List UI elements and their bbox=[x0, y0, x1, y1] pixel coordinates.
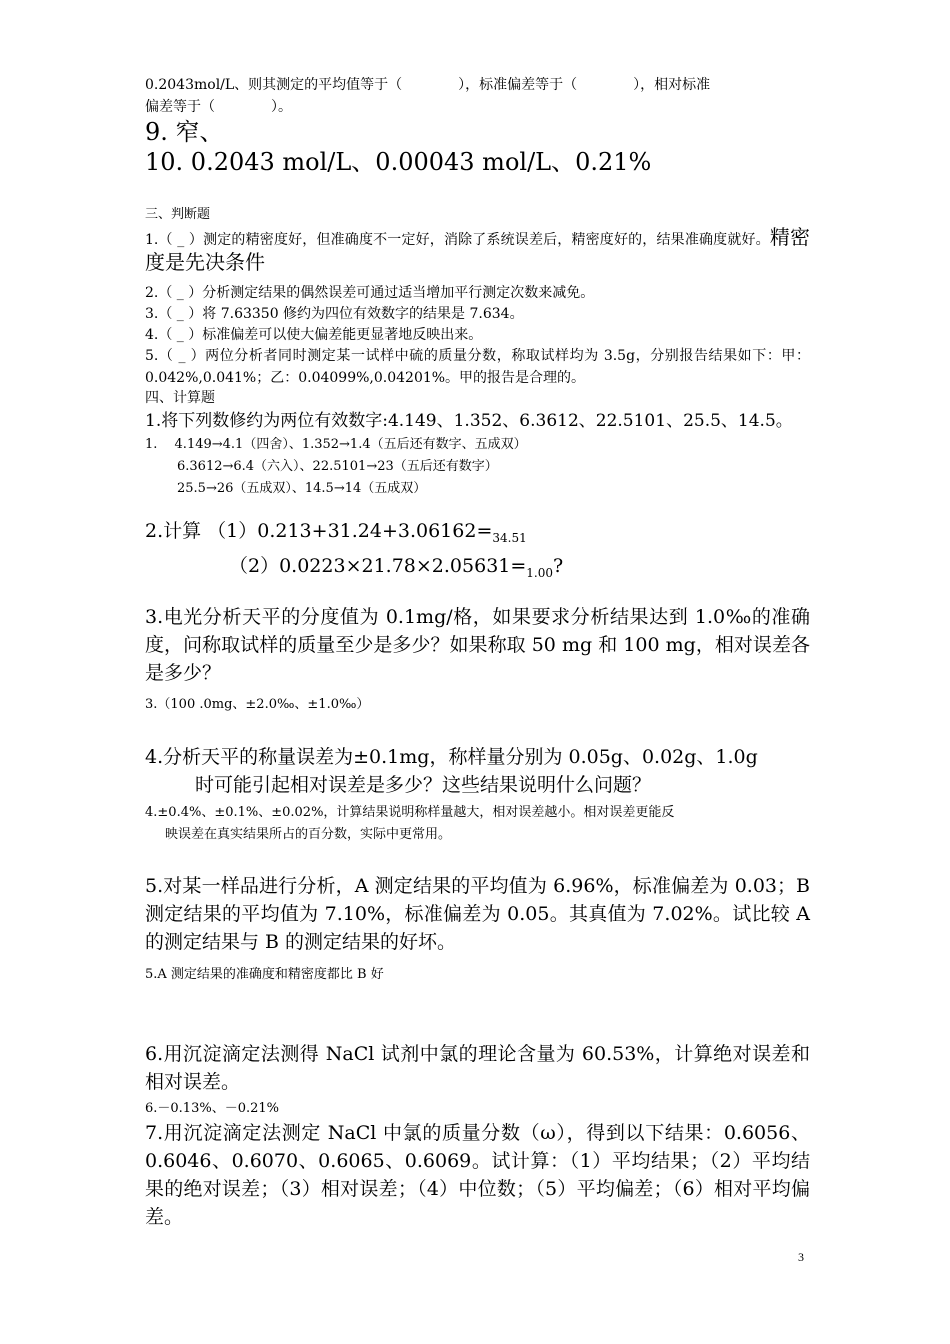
calc-question-2 bbox=[145, 517, 810, 587]
judgment-item-4: 4.（ _ ）标准偏差可以使大偏差能更显著地反映出来。 bbox=[145, 327, 483, 343]
calc-answer-1-line-2: 6.3612→6.4（六入）、22.5101→23（五后还有数字） bbox=[177, 459, 498, 474]
calc-answer-4-line-2: 映误差在真实结果所占的百分数，实际中更常用。 bbox=[165, 827, 452, 842]
calc-question-2-suffix: ? bbox=[553, 555, 564, 577]
calc-answer-3: 3.（100 .0mg、±2.0‰、±1.0‰） bbox=[145, 697, 370, 712]
calc-answer-1-line-1: 1. 4.149→4.1（四舍）、1.352→1.4（五后还有数字、五成双） bbox=[145, 437, 527, 452]
judgment-item-1-text: 1.（ _ ）测定的精密度好，但准确度不一定好，消除了系统误差后，精密度好的，结果准确度就好。 bbox=[145, 232, 770, 248]
calc-question-4-line-2: 时可能引起相对误差是多少？这些结果说明什么问题？ bbox=[195, 774, 652, 796]
q10-line-2: 偏差等于（ ）。 bbox=[145, 99, 292, 115]
calc-question-7: 7.用沉淀滴定法测定 NaCl 中氯的质量分数（ω），得到以下结果：0.6056、0.6046、0.6070、0.6065、0.6069。试计算：（1）平均结果；（2）平均结果的绝对误差；（3）相对误差；（4）中位数；（5）平均偏差；（6）相对平均偏差。 bbox=[145, 1122, 810, 1228]
calc-question-4-line-1: 4.分析天平的称量误差为±0.1mg，称样量分别为 0.05g、0.02g、1.0g bbox=[145, 746, 758, 768]
q10-line-1: 0.2043mol/L、则其测定的平均值等于（ ），标准偏差等于（ ），相对标准 bbox=[145, 77, 711, 93]
calc-answer-1-line-3: 25.5→26（五成双）、14.5→14（五成双） bbox=[177, 481, 427, 496]
calc-answer-4-line-1: 4.±0.4%、±0.1%、±0.02%，计算结果说明称样量越大，相对误差越小。相对误差更能反 bbox=[145, 805, 675, 820]
handwritten-note: 精密度是先决条件 bbox=[145, 225, 810, 274]
judgment-item-3: 3.（ _ ）将 7.63350 修约为四位有效数字的结果是 7.634。 bbox=[145, 306, 524, 322]
calc-question-1: 1.将下列数修约为两位有效数字:4.149、1.352、6.3612、22.5101、25.5、14.5。 bbox=[145, 411, 793, 431]
section-3-title: 三、判断题 bbox=[145, 207, 211, 222]
calc-answer-5: 5.A 测定结果的准确度和精密度都比 B 好 bbox=[145, 967, 384, 982]
calc-question-3: 3.电光分析天平的分度值为 0.1mg/格，如果要求分析结果达到 1.0‰的准确度，问称取试样的质量至少是多少？如果称取 50 mg 和 100 mg，相对误差各是多少？ bbox=[145, 606, 810, 684]
question-10-continuation bbox=[145, 74, 810, 118]
calc-question-2-line-2: （2）0.0223×21.78×2.05631= bbox=[229, 555, 527, 577]
calc-answer-4 bbox=[145, 802, 810, 846]
calc-question-2-answer-1: 34.51 bbox=[492, 531, 527, 545]
calc-question-4 bbox=[145, 743, 810, 799]
section-4-title: 四、计算题 bbox=[145, 390, 215, 406]
judgment-item-1 bbox=[145, 226, 810, 276]
calc-question-6: 6.用沉淀滴定法测得 NaCl 试剂中氯的理论含量为 60.53%，计算绝对误差和相对误差。 bbox=[145, 1043, 810, 1093]
answer-10: 10. 0.2043 mol/L、0.00043 mol/L、0.21% bbox=[145, 148, 652, 176]
answer-9: 9. 窄、 bbox=[145, 118, 224, 146]
calc-question-5: 5.对某一样品进行分析，A 测定结果的平均值为 6.96%，标准偏差为 0.03；B 测定结果的平均值为 7.10%，标准偏差为 0.05。其真值为 7.02%。试比较 A 的测定结果与 B 的测定结果的好坏。 bbox=[145, 875, 810, 953]
judgment-item-2: 2.（ _ ）分析测定结果的偶然误差可通过适当增加平行测定次数来减免。 bbox=[145, 285, 595, 301]
calc-answer-6: 6.－0.13%、－0.21% bbox=[145, 1101, 279, 1116]
calc-question-2-answer-2: 1.00 bbox=[526, 566, 554, 580]
calc-answer-1 bbox=[145, 434, 810, 500]
calc-question-2-line-1: 2.计算 （1）0.213+31.24+3.06162= bbox=[145, 520, 493, 542]
judgment-item-5: 5.（ _ ）两位分析者同时测定某一试样中硫的质量分数，称取试样均为 3.5g，分别报告结果如下：甲：0.042%,0.041%；乙：0.04099%,0.04201%。甲的报告是合理的。 bbox=[145, 348, 810, 386]
page-number: 3 bbox=[798, 1250, 804, 1264]
